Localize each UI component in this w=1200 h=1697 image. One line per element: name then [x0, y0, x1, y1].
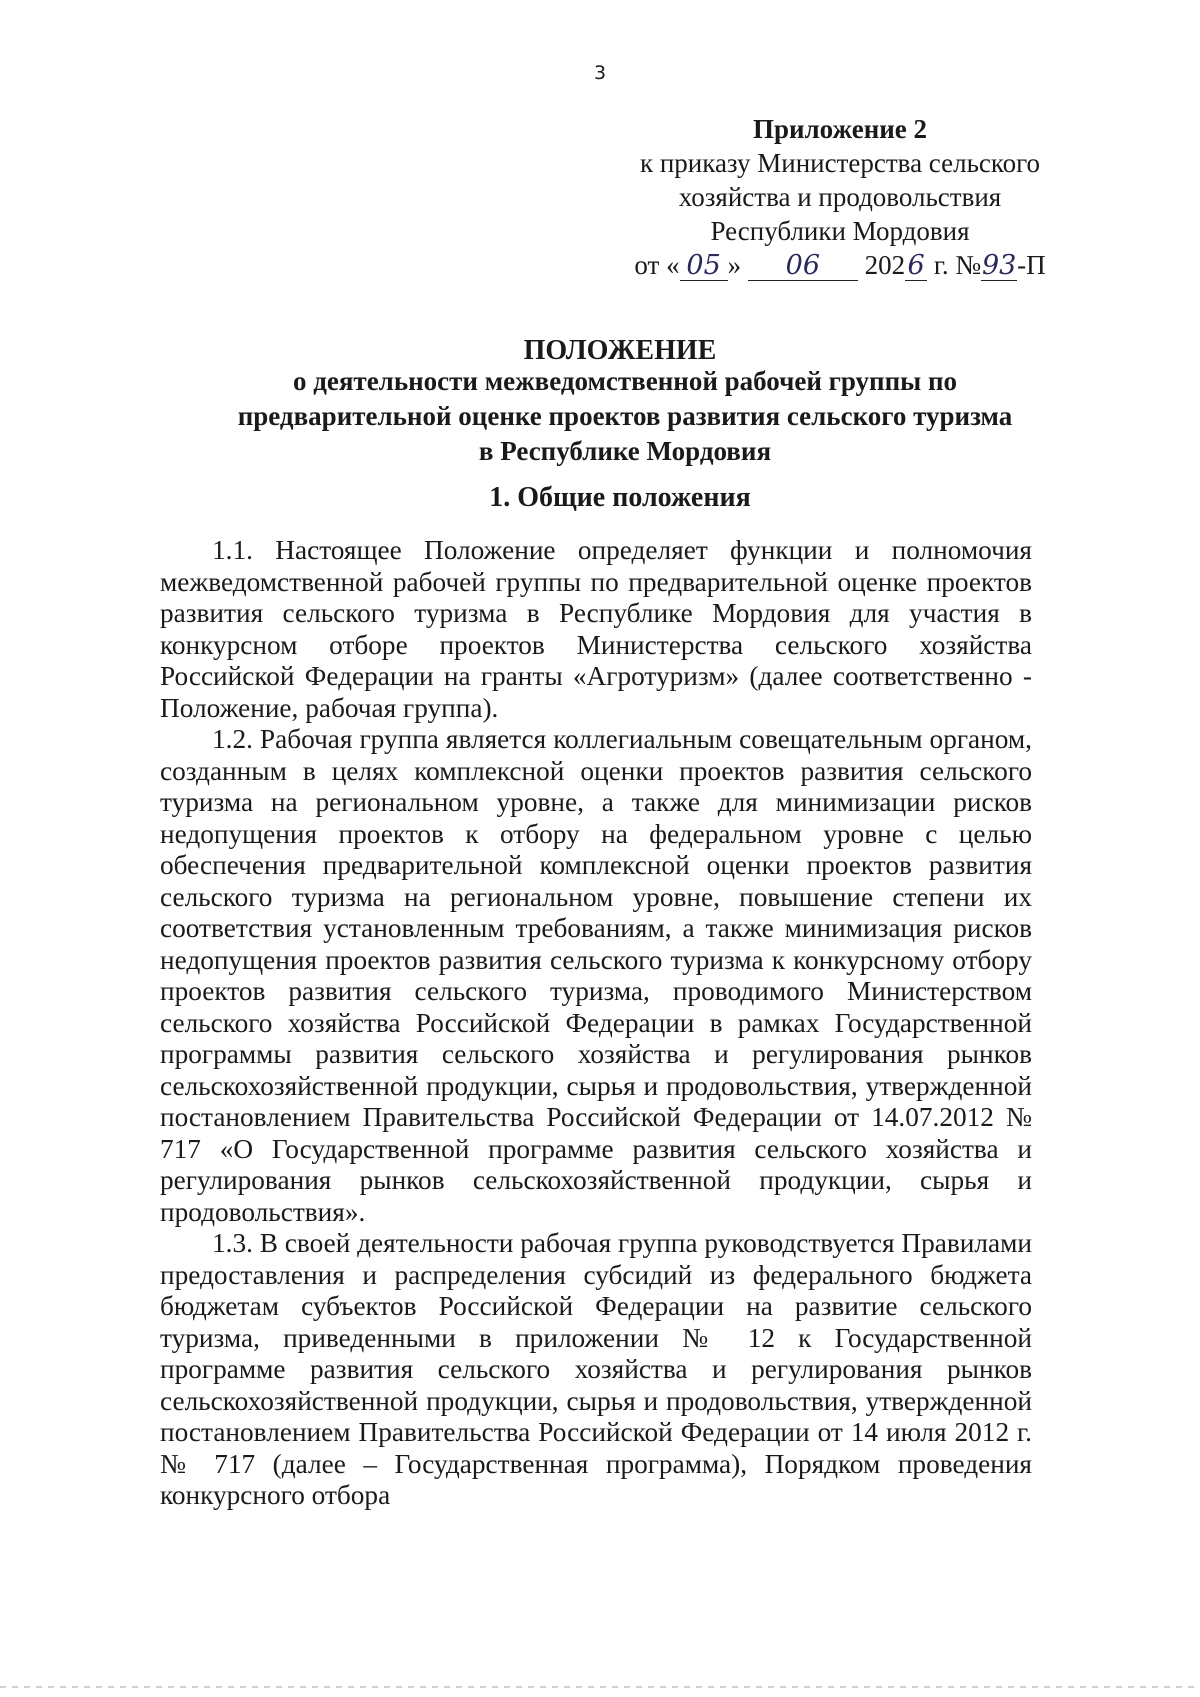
appendix-block: [620, 112, 1060, 282]
document-subtitle: [170, 364, 1080, 469]
appendix-title: Приложение 2: [752, 114, 928, 144]
paragraph-1-1: 1.1. Настоящее Положение определяет функции и полномочия межведомственной рабочей группы по предварительной оценке проектов развития сельского туризма в Республике Мордовия для участия в конкурсном отборе проектов Министерства сельского хозяйства Российской Федерации на гранты «Агротуризм» (далее соответственно - Положение, рабочая группа).: [160, 535, 1032, 723]
appendix-line: хозяйства и продовольствия: [678, 182, 1002, 212]
document-title: ПОЛОЖЕНИЕ: [523, 335, 717, 366]
scan-bottom-edge: [0, 1686, 1200, 1688]
subtitle-line: в Республике Мордовия: [478, 436, 772, 466]
handwritten-month: 06: [748, 252, 858, 281]
section-heading: 1. Общие положения: [489, 482, 751, 513]
appendix-line: к приказу Министерства сельского: [639, 148, 1041, 178]
number-prefix: г. №: [933, 250, 982, 280]
document-body: [160, 535, 1032, 1512]
handwritten-day: 05: [680, 252, 728, 281]
handwritten-year-digit: 6: [905, 252, 927, 281]
page-number: 3: [593, 62, 607, 84]
subtitle-line: о деятельности межведомственной рабочей группы по: [292, 366, 958, 396]
paragraph-1-3: 1.3. В своей деятельности рабочая группа руководствуется Правилами предоставления и распределения субсидий из федерального бюджета бюджетам субъектов Российской Федерации на развитие сельского туризма, приведенными в приложении № 12 к Государственной программе развития сельского хозяйства и регулирования рынков сельскохозяйственной продукции, сырья и продовольствия, утвержденной постановлением Правительства Российской Федерации от 14 июля 2012 г. № 717 (далее – Государственная программа), Порядком проведения конкурсного отбора: [160, 1228, 1033, 1510]
year-prefix: 202: [864, 250, 906, 280]
appendix-line: Республики Мордовия: [710, 216, 970, 246]
subtitle-line: предварительной оценке проектов развития сельского туризма: [237, 401, 1013, 431]
handwritten-order-number: 93: [981, 250, 1017, 281]
day-close-quote: »: [727, 250, 742, 280]
paragraph-1-2: 1.2. Рабочая группа является коллегиальным совещательным органом, созданным в целях комплексной оценки проектов развития сельского туризма на региональном уровне, а также для минимизации рисков недопущения проектов к отбору на федеральном уровне с целью обеспечения предварительной комплексной оценки проектов развития сельского туризма на региональном уровне, повышение степени их соответствия установленным требованиям, а также минимизация рисков недопущения проектов развития сельского туризма к конкурсному отбору проектов развития сельского туризма, проводимого Министерством сельского хозяйства Российской Федерации в рамках Государственной программы развития сельского хозяйства и регулирования рынков сельскохозяйственной продукции, сырья и продовольствия, утвержденной постановлением Правительства Российской Федерации от 14.07.2012 № 717 «О Государственной программе развития сельского хозяйства и регулирования рынков сельскохозяйственной продукции, сырья и продовольствия».: [160, 724, 1032, 1227]
order-date-line: [620, 248, 1060, 282]
number-suffix: -П: [1017, 250, 1046, 280]
date-prefix: от «: [634, 250, 680, 280]
